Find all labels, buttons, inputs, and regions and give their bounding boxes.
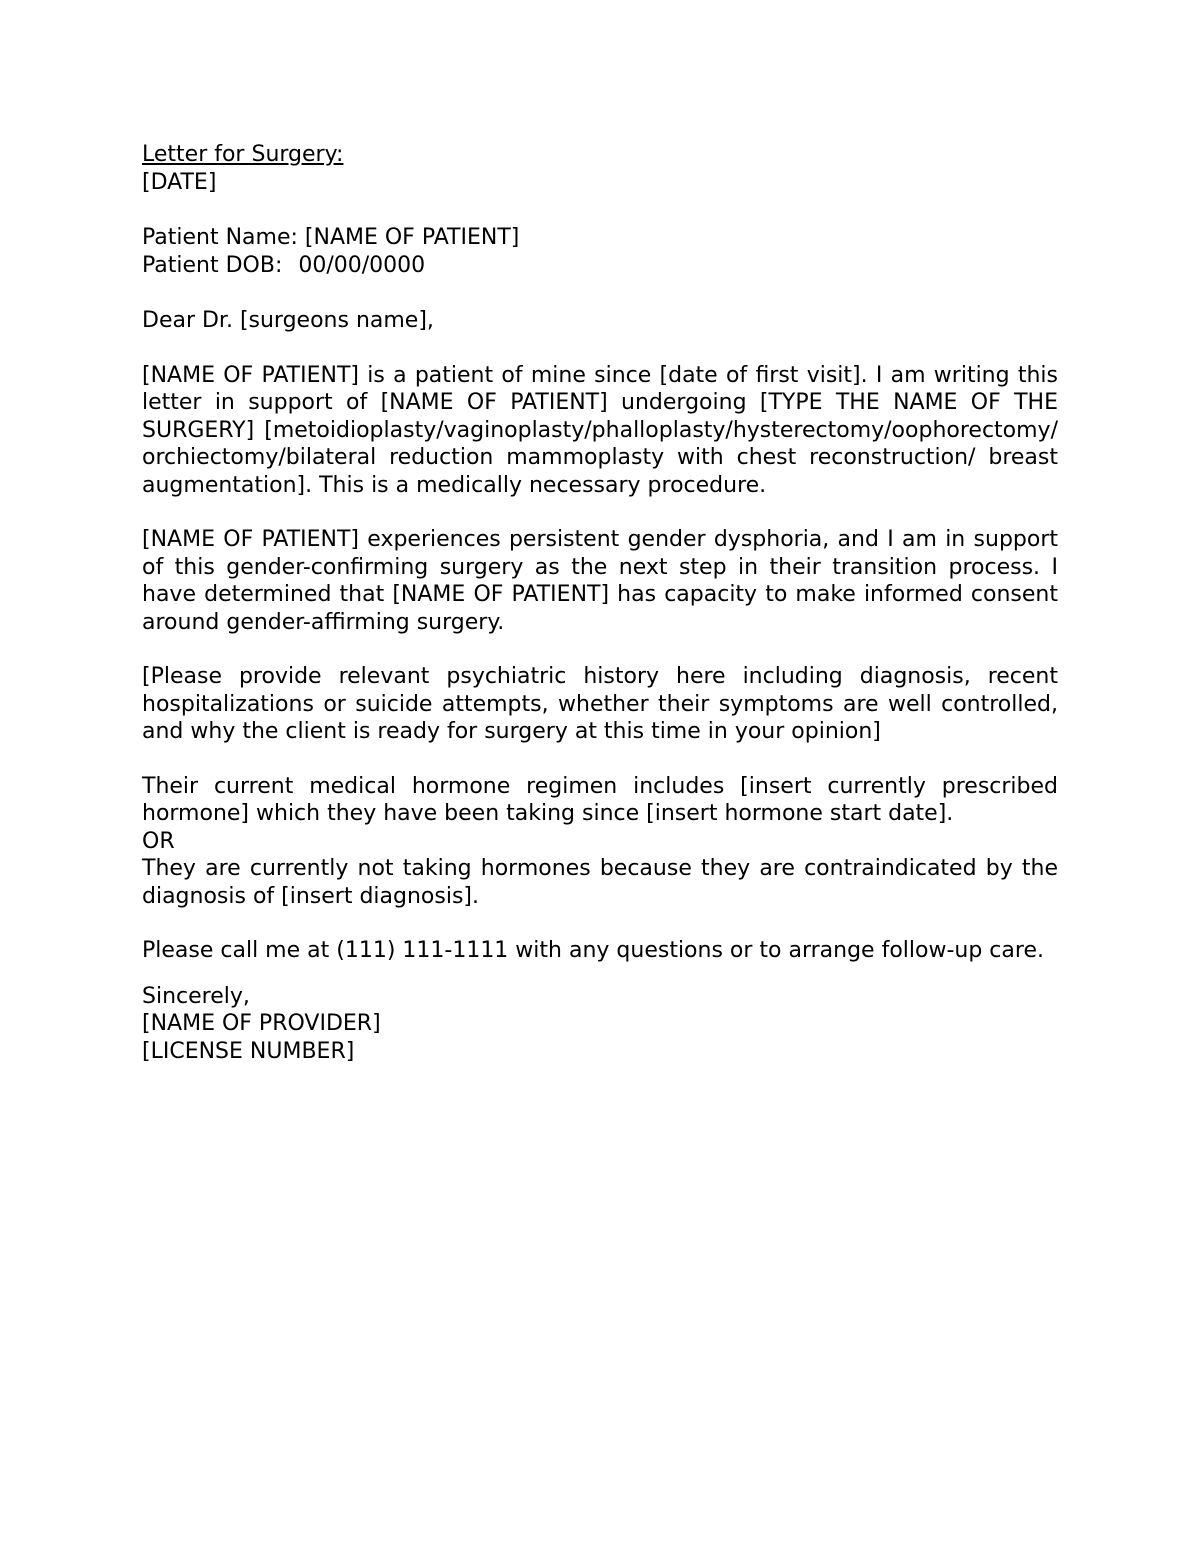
or-separator: OR — [142, 828, 175, 854]
patient-dob-value: 00/00/0000 — [298, 252, 426, 278]
salutation: Dear Dr. [surgeons name], — [142, 308, 434, 333]
paragraph-contact: Please call me at (111) 111-1111 with any questions or to arrange follow-up care. — [142, 938, 1044, 963]
provider-name: [NAME OF PROVIDER] — [142, 1011, 381, 1036]
letter-date: [DATE] — [142, 169, 217, 195]
paragraph-gender-dysphoria: [NAME OF PATIENT] experiences persistent gender dysphoria, and I am in support of this gender-confirming surgery as the next step in their transition process. I have determined that [NAME OF PATIENT] has capacity to make informed consent around gender-affirming surgery. — [142, 527, 1058, 635]
paragraph-hormone-regimen: Their current medical hormone regimen includes [insert currently prescribed hormone] which they have been taking since [insert hormone start date]. — [142, 773, 1058, 826]
paragraph-no-hormones: They are currently not taking hormones because they are contraindicated by the diagnosis of [insert diagnosis]. — [142, 856, 1058, 909]
license-number: [LICENSE NUMBER] — [142, 1038, 355, 1064]
paragraph-psychiatric-history: [Please provide relevant psychiatric history here including diagnosis, recent hospitalizations or suicide attempts, whether their symptoms are well controlled, and why the client is ready for surgery at this time in your opinion] — [142, 664, 1058, 744]
patient-name-line: Patient Name: [NAME OF PATIENT] — [142, 225, 520, 250]
paragraph-surgery-support: [NAME OF PATIENT] is a patient of mine since [date of first visit]. I am writing this letter in support of [NAME OF PATIENT] undergoing [TYPE THE NAME OF THE SURGERY] [metoidioplasty/vaginoplasty/phalloplasty/hysterectomy/oophorectomy/ orchiectomy/bilateral reduction mammoplasty with chest reconstruction/ breast augmentation]. This is a medically necessary procedure. — [142, 362, 1058, 498]
letter-body — [142, 141, 1058, 1065]
letter-title: Letter for Surgery: — [142, 142, 344, 167]
patient-dob-label: Patient DOB: — [142, 252, 283, 278]
patient-dob-line — [142, 252, 1058, 280]
closing: Sincerely, — [142, 983, 250, 1009]
